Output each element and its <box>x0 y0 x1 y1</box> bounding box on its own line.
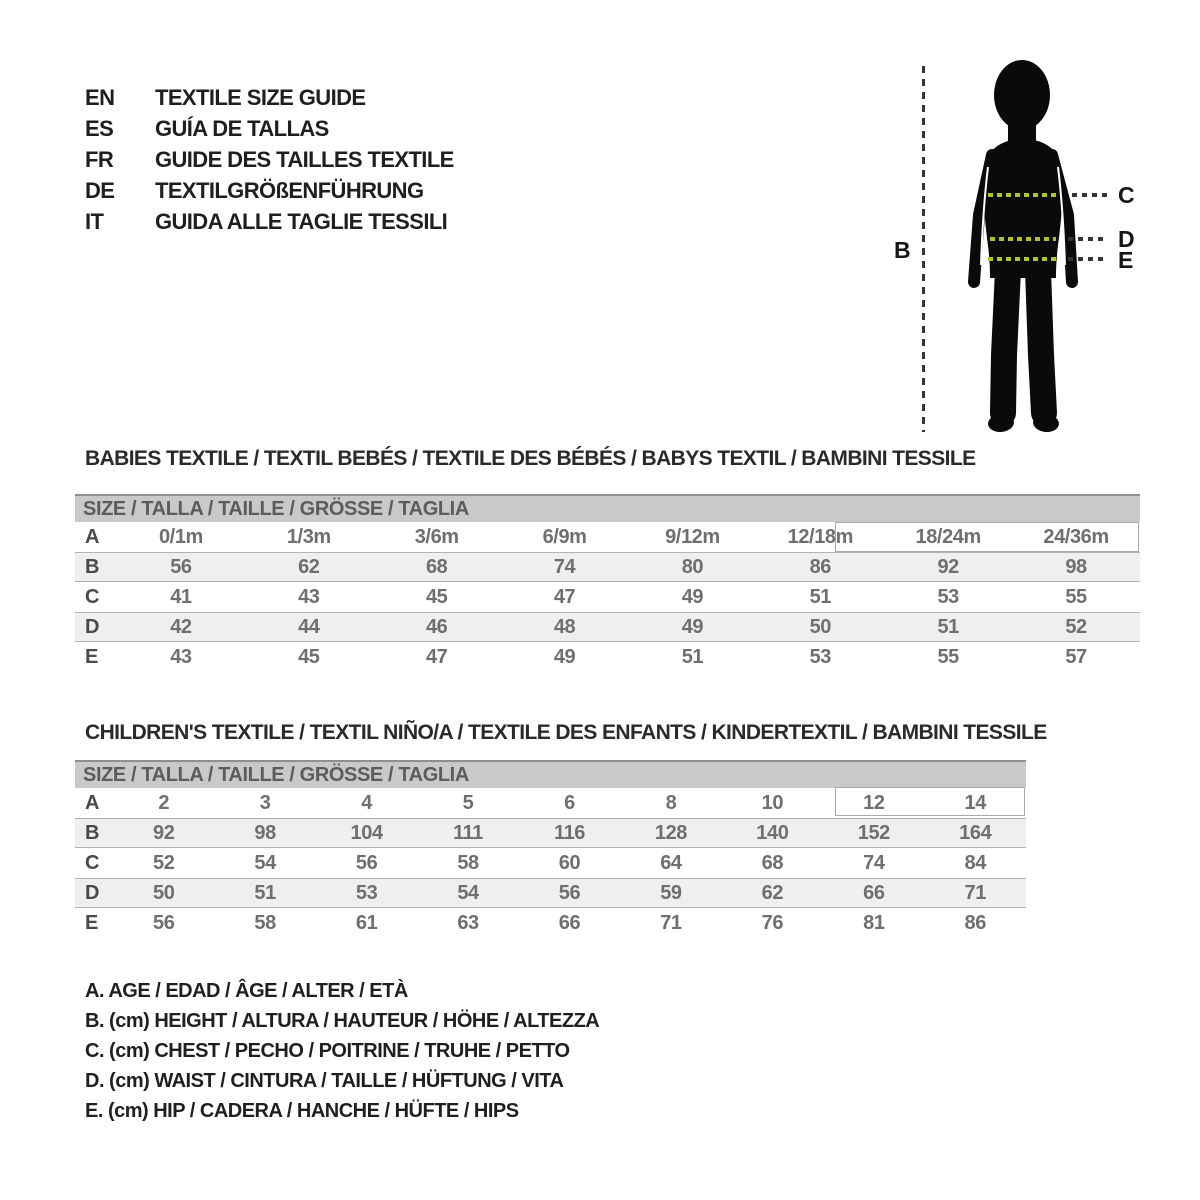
table-cell: 58 <box>457 851 479 874</box>
children-table-header: SIZE / TALLA / TAILLE / GRÖSSE / TAGLIA <box>75 760 1026 788</box>
table-cell: 43 <box>298 585 320 608</box>
language-title: GUIDA ALLE TAGLIE TESSILI <box>155 208 448 234</box>
language-row <box>85 144 454 175</box>
language-row <box>85 175 454 206</box>
table-cell: 84 <box>964 851 986 874</box>
row-label: A <box>85 791 100 814</box>
table-cell: 6 <box>564 791 575 814</box>
table-row-D <box>75 612 1140 642</box>
language-row <box>85 206 454 237</box>
babies-table-header: SIZE / TALLA / TAILLE / GRÖSSE / TAGLIA <box>75 494 1140 522</box>
waist-measure-dashed-line <box>990 237 1056 241</box>
table-cell: 53 <box>809 645 832 668</box>
table-row-D <box>75 878 1026 908</box>
babies-section-title: BABIES TEXTILE / TEXTIL BEBÉS / TEXTILE DES BÉBÉS / BABYS TEXTIL / BAMBINI TESSILE <box>85 447 976 470</box>
table-cell: 56 <box>558 881 581 904</box>
table-cell: 12 <box>863 791 885 814</box>
row-label: A <box>85 525 100 548</box>
table-cell: 53 <box>937 585 959 608</box>
table-cell: 116 <box>553 821 586 844</box>
measurement-legend <box>85 976 599 1126</box>
language-title: TEXTILE SIZE GUIDE <box>155 84 366 110</box>
table-cell: 59 <box>660 881 682 904</box>
table-cell: 45 <box>425 585 448 608</box>
chest-pointer-dashed-line <box>1072 193 1108 197</box>
language-code: ES <box>85 115 114 141</box>
table-cell: 55 <box>937 645 959 668</box>
table-row-E <box>75 642 1140 672</box>
table-cell: 44 <box>298 615 320 638</box>
table-cell: 42 <box>170 615 192 638</box>
table-row-C <box>75 582 1140 612</box>
table-cell: 12/18m <box>787 525 854 548</box>
table-cell: 41 <box>170 585 192 608</box>
table-cell: 57 <box>1065 645 1087 668</box>
table-cell: 0/1m <box>158 525 203 548</box>
table-cell: 64 <box>660 851 682 874</box>
table-cell: 53 <box>355 881 378 904</box>
table-row-B <box>75 818 1026 848</box>
table-cell: 3/6m <box>414 525 459 548</box>
table-cell: 56 <box>152 911 175 934</box>
table-row-A <box>75 522 1140 552</box>
table-cell: 50 <box>152 881 175 904</box>
table-cell: 1/3m <box>286 525 331 548</box>
table-cell: 61 <box>355 911 378 934</box>
hip-pointer-dashed-line <box>1068 257 1106 261</box>
language-title: GUIDE DES TAILLES TEXTILE <box>155 146 454 172</box>
table-row-A <box>75 788 1026 818</box>
language-row <box>85 113 454 144</box>
table-cell: 164 <box>959 821 992 844</box>
table-cell: 2 <box>158 791 170 814</box>
table-cell: 71 <box>660 911 682 934</box>
table-cell: 98 <box>254 821 276 844</box>
table-cell: 58 <box>254 911 276 934</box>
table-cell: 86 <box>964 911 986 934</box>
table-row-B <box>75 552 1140 582</box>
table-cell: 74 <box>863 851 885 874</box>
hip-measure-dashed-line <box>988 257 1058 261</box>
babies-table-rows <box>75 522 1140 672</box>
table-cell: 62 <box>298 555 320 578</box>
table-cell: 14 <box>964 791 986 814</box>
table-cell: 98 <box>1065 555 1087 578</box>
table-cell: 10 <box>761 791 784 814</box>
table-cell: 50 <box>809 615 832 638</box>
row-label: E <box>85 645 98 668</box>
language-code: FR <box>85 146 114 172</box>
table-cell: 68 <box>761 851 784 874</box>
row-label: D <box>85 881 100 904</box>
table-cell: 9/12m <box>665 525 720 548</box>
table-cell: 49 <box>553 645 576 668</box>
table-cell: 49 <box>681 615 704 638</box>
table-cell: 48 <box>553 615 576 638</box>
legend-line: B. (cm) HEIGHT / ALTURA / HAUTEUR / HÖHE / ALTEZZA <box>85 1009 600 1032</box>
table-cell: 56 <box>355 851 378 874</box>
table-cell: 71 <box>964 881 986 904</box>
table-cell: 4 <box>361 791 372 814</box>
table-cell: 76 <box>761 911 784 934</box>
table-cell: 62 <box>761 881 784 904</box>
table-cell: 51 <box>937 615 959 638</box>
row-label: B <box>85 555 100 578</box>
language-row <box>85 82 454 113</box>
row-label: D <box>85 615 100 638</box>
table-cell: 54 <box>457 881 479 904</box>
table-cell: 8 <box>665 791 677 814</box>
row-label: B <box>85 821 100 844</box>
chest-measure-label: C <box>1118 182 1135 208</box>
table-cell: 80 <box>681 555 704 578</box>
table-row-E <box>75 908 1026 938</box>
table-cell: 52 <box>1065 615 1087 638</box>
children-size-table <box>75 760 1026 938</box>
legend-line: A. AGE / EDAD / ÂGE / ALTER / ETÀ <box>85 979 408 1002</box>
table-cell: 74 <box>553 555 576 578</box>
table-cell: 68 <box>425 555 448 578</box>
table-cell: 3 <box>259 791 271 814</box>
babies-size-table <box>75 494 1140 672</box>
table-row-C <box>75 848 1026 878</box>
table-cell: 56 <box>170 555 192 578</box>
table-cell: 55 <box>1065 585 1087 608</box>
table-cell: 92 <box>152 821 175 844</box>
table-cell: 46 <box>425 615 448 638</box>
table-cell: 6/9m <box>542 525 587 548</box>
table-cell: 111 <box>453 821 484 844</box>
table-cell: 86 <box>809 555 832 578</box>
legend-line: D. (cm) WAIST / CINTURA / TAILLE / HÜFTUNG / VITA <box>85 1069 564 1092</box>
table-cell: 47 <box>553 585 576 608</box>
table-cell: 128 <box>654 821 688 844</box>
table-cell: 51 <box>681 645 704 668</box>
row-label: C <box>85 851 100 874</box>
waist-pointer-dashed-line <box>1068 237 1106 241</box>
waist-measure-label: D <box>1118 226 1135 252</box>
table-cell: 66 <box>558 911 581 934</box>
language-code: EN <box>85 84 115 110</box>
legend-line: E. (cm) HIP / CADERA / HANCHE / HÜFTE / HIPS <box>85 1099 519 1122</box>
child-silhouette <box>955 55 1095 440</box>
language-code: DE <box>85 177 115 203</box>
table-cell: 104 <box>350 821 383 844</box>
table-cell: 51 <box>254 881 276 904</box>
children-section-title: CHILDREN'S TEXTILE / TEXTIL NIÑO/A / TEXTILE DES ENFANTS / KINDERTEXTIL / BAMBINI TESSILE <box>85 721 1047 744</box>
children-table-rows <box>75 788 1026 938</box>
legend-line: C. (cm) CHEST / PECHO / POITRINE / TRUHE / PETTO <box>85 1039 570 1062</box>
language-title: GUÍA DE TALLAS <box>155 115 329 141</box>
table-cell: 63 <box>457 911 479 934</box>
language-code: IT <box>85 208 104 234</box>
height-measure-dashed-line <box>922 66 925 432</box>
table-cell: 60 <box>558 851 581 874</box>
table-cell: 49 <box>681 585 704 608</box>
table-cell: 140 <box>756 821 789 844</box>
language-guide <box>85 82 454 237</box>
table-cell: 152 <box>857 821 890 844</box>
row-label: C <box>85 585 100 608</box>
table-cell: 45 <box>298 645 320 668</box>
row-label: E <box>85 911 98 934</box>
table-cell: 66 <box>863 881 885 904</box>
table-cell: 43 <box>170 645 192 668</box>
table-cell: 92 <box>937 555 959 578</box>
table-cell: 54 <box>254 851 276 874</box>
language-title: TEXTILGRÖßENFÜHRUNG <box>155 177 424 203</box>
table-cell: 5 <box>462 791 474 814</box>
table-cell: 51 <box>809 585 832 608</box>
table-cell: 52 <box>152 851 175 874</box>
chest-measure-dashed-line <box>988 193 1056 197</box>
table-cell: 47 <box>425 645 448 668</box>
table-cell: 81 <box>863 911 885 934</box>
table-cell: 18/24m <box>915 525 981 548</box>
height-measure-label: B <box>894 237 911 263</box>
table-cell: 24/36m <box>1043 525 1109 548</box>
hip-measure-label: E <box>1118 247 1133 273</box>
